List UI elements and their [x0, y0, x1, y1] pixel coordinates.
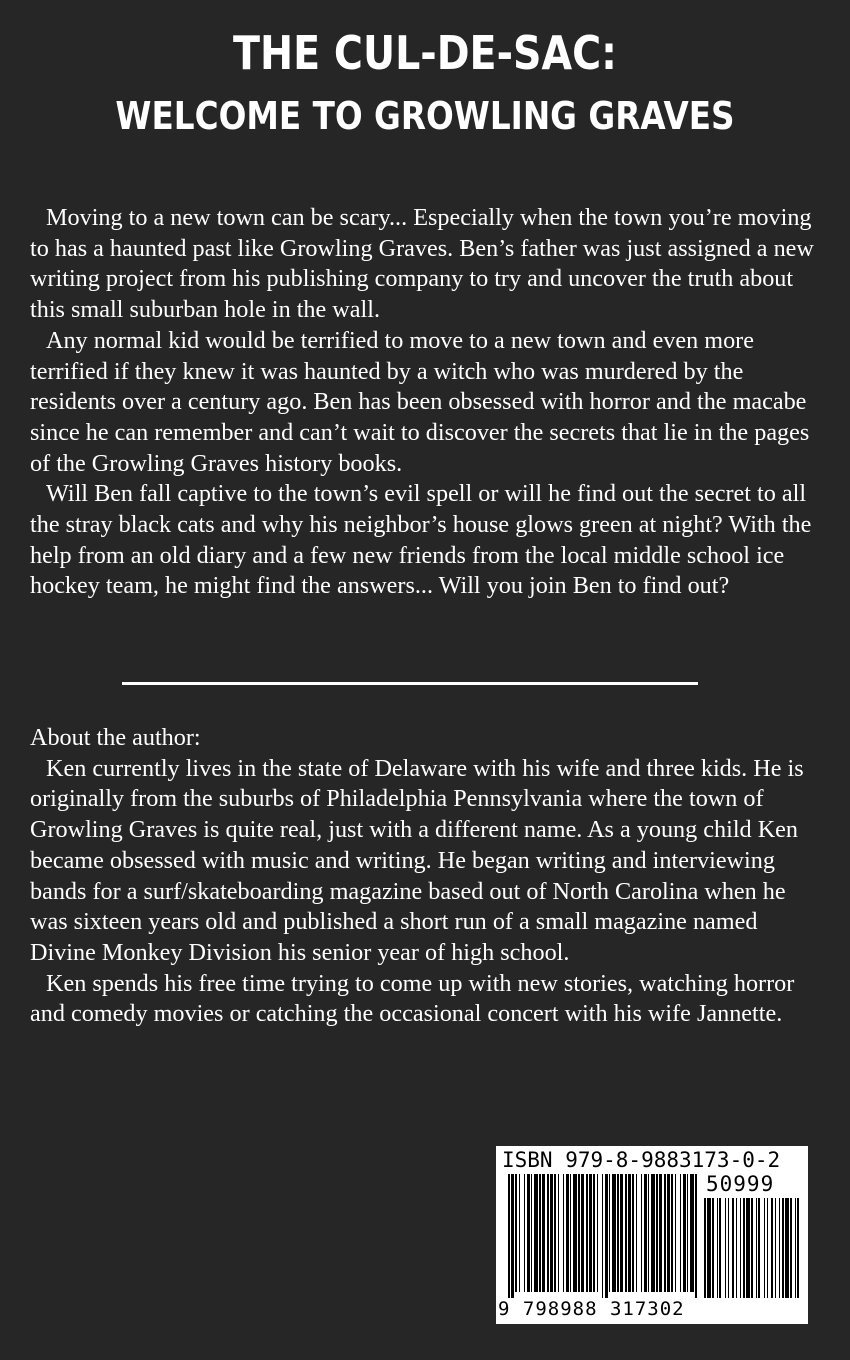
- barcode-bar: [736, 1198, 737, 1298]
- barcode-bar: [593, 1174, 595, 1292]
- barcode-bar: [570, 1174, 571, 1292]
- barcode-bar: [554, 1174, 556, 1292]
- barcode-bar: [563, 1174, 564, 1292]
- barcode-bar: [539, 1174, 541, 1292]
- barcode-bar: [602, 1174, 603, 1298]
- barcode-bar: [795, 1198, 796, 1298]
- barcode-bar: [704, 1198, 706, 1298]
- barcode-bar: [527, 1174, 530, 1292]
- barcode-bar: [636, 1174, 637, 1292]
- addon-barcode-bars: [704, 1198, 800, 1298]
- section-divider: [122, 682, 698, 685]
- barcode-bar: [609, 1174, 610, 1292]
- barcode-bar: [651, 1174, 655, 1292]
- barcode-bar: [725, 1198, 726, 1298]
- barcode-bar: [620, 1174, 623, 1292]
- barcode-bar: [667, 1174, 670, 1292]
- barcode-bar: [550, 1174, 553, 1292]
- barcode-bar: [628, 1174, 631, 1292]
- barcode-bar: [683, 1174, 686, 1292]
- barcode-bar: [534, 1174, 538, 1292]
- isbn-label: ISBN 979-8-9883173-0-2: [502, 1148, 781, 1172]
- barcode-bar: [617, 1174, 619, 1292]
- barcode-bar: [632, 1174, 634, 1292]
- barcode-bar: [785, 1198, 789, 1298]
- about-paragraph: Ken currently lives in the state of Delaware with his wife and three kids. He is originally from the suburbs of Philadelphia Pennsylvania where the town of Growling Graves is quite real, just with a different name. As a young child Ken became obsessed with music and writing. He began writing and interviewing bands for a surf/skateboarding magazine based out of North Carolina when he was sixteen years old and published a short run of a small magazine named Divine Monkey Division his senior year of high school.: [30, 754, 804, 966]
- barcode-bar: [790, 1198, 792, 1298]
- barcode-bar: [625, 1174, 627, 1292]
- barcode-bar: [695, 1174, 697, 1298]
- book-blurb: [30, 203, 820, 602]
- barcode-bar: [687, 1174, 688, 1292]
- barcode-bar: [558, 1174, 559, 1292]
- barcode-bar: [573, 1174, 577, 1292]
- barcode-bar: [524, 1174, 525, 1292]
- barcode-bar: [605, 1174, 608, 1298]
- barcode-bar: [641, 1174, 642, 1292]
- barcode-bar: [675, 1174, 676, 1292]
- barcode-bar: [664, 1174, 666, 1292]
- barcode-bar: [531, 1174, 532, 1292]
- barcode-bar: [671, 1174, 673, 1292]
- barcode-bar: [779, 1198, 780, 1298]
- barcode-bar: [746, 1198, 750, 1298]
- barcode-bar: [751, 1198, 753, 1298]
- blurb-paragraph: Moving to a new town can be scary... Especially when the town you’re moving to has a haunted past like Growling Graves. Ben’s father was just assigned a new writing project from his publishing company to try and uncover the truth about this small suburban hole in the wall.: [30, 204, 814, 324]
- barcode-bar: [578, 1174, 580, 1292]
- barcode-bar: [743, 1198, 745, 1298]
- barcode-bar: [756, 1198, 757, 1298]
- barcode-bar: [771, 1198, 773, 1298]
- blurb-paragraph: Any normal kid would be terrified to move to a new town and even more terrified if they knew it was haunted by a witch who was murdered by the residents over a century ago. Ben has been obsessed with horror and the macabe since he can remember and can’t wait to discover the secrets that lie in the pages of the Growling Graves history books.: [30, 326, 810, 477]
- barcode-bar: [581, 1174, 584, 1292]
- barcode-bar: [782, 1198, 784, 1298]
- barcode-bar: [680, 1174, 681, 1292]
- barcode-bar: [508, 1174, 510, 1298]
- barcode-bar: [717, 1198, 718, 1298]
- barcode-bar: [797, 1198, 799, 1298]
- barcode-addon-digits: 50999: [706, 1172, 775, 1196]
- blurb-paragraph: Will Ben fall captive to the town’s evil spell or will he find out the secret to all the stray black cats and why his neighbor’s house glows green at night? With the help from an old diary and a few new friends from the local middle school ice hockey team, he might find the answers... Will you join Ben to find out?: [30, 480, 812, 600]
- barcode-bar: [542, 1174, 545, 1292]
- ean-barcode-bars: [508, 1174, 698, 1298]
- barcode-bar: [566, 1174, 569, 1292]
- barcode-bar: [644, 1174, 647, 1292]
- barcode-bar: [597, 1174, 598, 1292]
- barcode-bar: [547, 1174, 549, 1292]
- barcode-bar: [728, 1198, 729, 1298]
- barcode-bar: [775, 1198, 776, 1298]
- about-paragraph: Ken spends his free time trying to come up with new stories, watching horror and comedy movies or catching the occasional concert with his wife Jannette.: [30, 969, 795, 1028]
- barcode-bar: [515, 1174, 517, 1292]
- barcode-bar: [712, 1198, 714, 1298]
- barcode-bar: [648, 1174, 649, 1292]
- barcode-bar: [719, 1198, 721, 1298]
- barcode-bar: [659, 1174, 662, 1292]
- barcode-bar: [589, 1174, 592, 1292]
- barcode-bar: [758, 1198, 760, 1298]
- about-author-heading: About the author:: [30, 724, 201, 751]
- book-subtitle: WELCOME TO GROWLING GRAVES: [115, 94, 735, 138]
- barcode-bar: [612, 1174, 616, 1292]
- barcode-bar: [519, 1174, 520, 1292]
- barcode-bar: [707, 1198, 711, 1298]
- barcode-bar: [767, 1198, 768, 1298]
- barcode-bar: [586, 1174, 588, 1292]
- barcode-bar: [690, 1174, 694, 1292]
- barcode-bar: [732, 1198, 734, 1298]
- barcode-bar: [511, 1174, 514, 1298]
- isbn-barcode: [496, 1146, 808, 1324]
- barcode-bar: [656, 1174, 658, 1292]
- barcode-bar: [740, 1198, 741, 1298]
- barcode-bar: [764, 1198, 765, 1298]
- book-title: THE CUL-DE-SAC:: [233, 26, 617, 80]
- about-author-section: [30, 723, 820, 1030]
- barcode-ean-digits: 9 798988 317302: [498, 1298, 685, 1320]
